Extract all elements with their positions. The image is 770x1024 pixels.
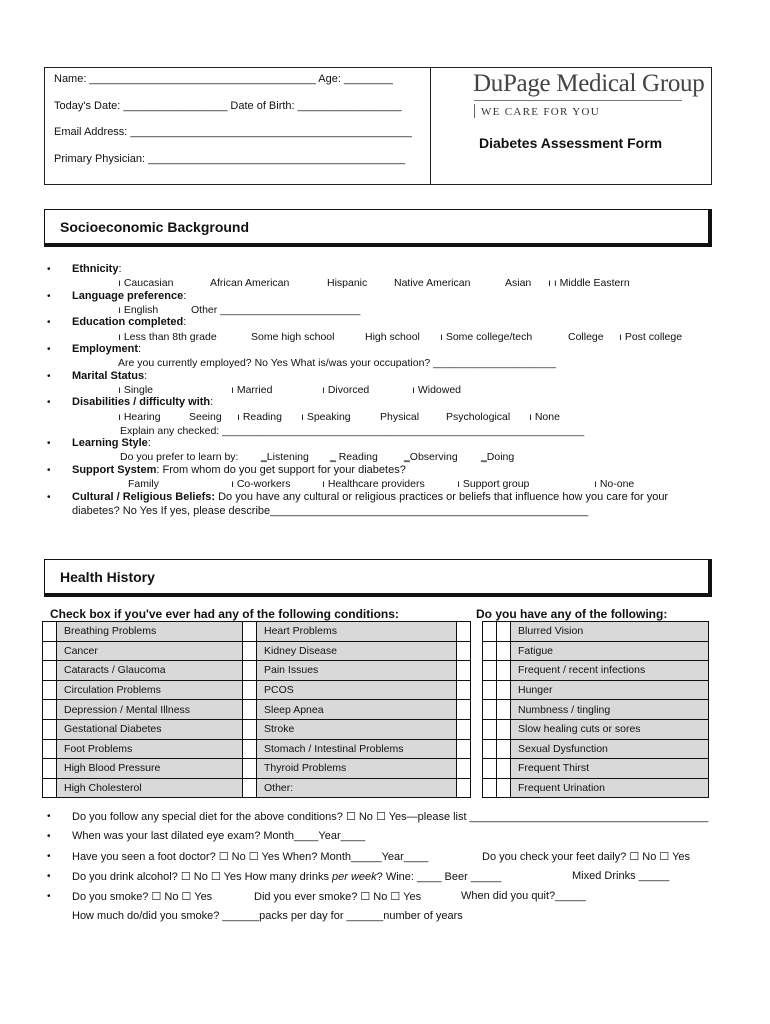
- tagline: WE CARE FOR YOU: [481, 106, 601, 118]
- table-row: [43, 759, 709, 779]
- employment-label: Employment:: [72, 343, 142, 355]
- explain-field[interactable]: Explain any checked: ______________________________________________________________: [120, 425, 585, 437]
- condition-checkbox[interactable]: [43, 680, 57, 700]
- health-history-table: [42, 621, 709, 798]
- feet-check-question[interactable]: Do you check your feet daily? ☐ No ☐ Yes: [482, 851, 691, 863]
- bullet: •: [47, 438, 51, 449]
- language-option[interactable]: ı English: [118, 304, 159, 316]
- employment-question[interactable]: Are you currently employed? No Yes What is/was your occupation? _____________________: [118, 357, 556, 369]
- support-option[interactable]: Family: [128, 478, 159, 490]
- condition-checkbox[interactable]: [243, 622, 257, 642]
- condition-checkbox[interactable]: [483, 661, 497, 681]
- condition-checkbox[interactable]: [457, 700, 471, 720]
- condition-checkbox[interactable]: [243, 641, 257, 661]
- bullet: •: [47, 871, 51, 882]
- disability-option[interactable]: ı Reading: [237, 411, 282, 423]
- condition-checkbox[interactable]: [457, 661, 471, 681]
- condition-label: Sexual Dysfunction: [511, 739, 709, 759]
- condition-checkbox[interactable]: [483, 680, 497, 700]
- condition-label: Frequent Thirst: [511, 759, 709, 779]
- condition-checkbox[interactable]: [43, 661, 57, 681]
- bullet: •: [47, 492, 51, 503]
- ethnicity-option[interactable]: Hispanic: [327, 277, 368, 289]
- marital-option[interactable]: ı Single: [118, 384, 154, 396]
- disability-option[interactable]: ı None: [529, 411, 560, 423]
- ethnicity-option[interactable]: ı Caucasian: [118, 277, 174, 289]
- ethnicity-label: Ethnicity:: [72, 263, 122, 275]
- condition-checkbox[interactable]: [457, 622, 471, 642]
- condition-checkbox[interactable]: [243, 661, 257, 681]
- email-field[interactable]: Email Address: ______________________________________________: [54, 126, 412, 138]
- section-socioeconomic: [44, 209, 712, 247]
- condition-label: Gestational Diabetes: [57, 719, 243, 739]
- disability-option[interactable]: Psychological: [446, 411, 511, 423]
- condition-checkbox[interactable]: [483, 719, 497, 739]
- header-divider: [430, 67, 431, 184]
- cultural-line: Cultural / Religious Beliefs: Do you have any cultural or religious practices or beliefs that influence how you care for your: [72, 491, 669, 503]
- bullet: •: [47, 317, 51, 328]
- condition-label: Cataracts / Glaucoma: [57, 661, 243, 681]
- bullet: •: [47, 397, 51, 408]
- condition-checkbox[interactable]: [483, 739, 497, 759]
- learning-option[interactable]: ‗Observing: [404, 451, 458, 463]
- condition-checkbox[interactable]: [43, 622, 57, 642]
- learning-option[interactable]: ‗Listening: [261, 451, 309, 463]
- condition-checkbox[interactable]: [457, 759, 471, 779]
- table-gap: [471, 661, 483, 681]
- bullet: •: [47, 465, 51, 476]
- condition-checkbox[interactable]: [457, 719, 471, 739]
- table-row: [43, 622, 709, 642]
- disability-option[interactable]: ı Hearing: [118, 411, 161, 423]
- learning-prompt: Do you prefer to learn by:: [120, 451, 239, 463]
- condition-label: High Cholesterol: [57, 778, 243, 798]
- bullet: •: [47, 371, 51, 382]
- disability-option[interactable]: Physical: [380, 411, 420, 423]
- smoke-question[interactable]: Do you smoke? ☐ No ☐ Yes: [72, 891, 213, 903]
- condition-checkbox[interactable]: [43, 641, 57, 661]
- condition-label: Other:: [257, 778, 457, 798]
- bullet: •: [47, 811, 51, 822]
- condition-label: Breathing Problems: [57, 622, 243, 642]
- condition-label: Hunger: [511, 680, 709, 700]
- condition-checkbox[interactable]: [497, 719, 511, 739]
- table-row: [43, 641, 709, 661]
- condition-checkbox[interactable]: [457, 680, 471, 700]
- condition-label: PCOS: [257, 680, 457, 700]
- education-option[interactable]: College: [568, 331, 604, 343]
- conditions-header: Check box if you've ever had any of the following conditions:: [50, 607, 399, 621]
- condition-checkbox[interactable]: [43, 739, 57, 759]
- condition-checkbox[interactable]: [457, 778, 471, 798]
- condition-checkbox[interactable]: [243, 700, 257, 720]
- marital-option[interactable]: ı Widowed: [412, 384, 462, 396]
- support-option[interactable]: ı Healthcare providers: [322, 478, 425, 490]
- disabilities-label: Disabilities / difficulty with:: [72, 396, 214, 408]
- condition-label: Frequent / recent infections: [511, 661, 709, 681]
- condition-checkbox[interactable]: [243, 719, 257, 739]
- bullet: •: [47, 264, 51, 275]
- table-gap: [471, 680, 483, 700]
- eye-exam-question[interactable]: When was your last dilated eye exam? Month____Year____: [72, 830, 366, 842]
- condition-checkbox[interactable]: [243, 759, 257, 779]
- condition-checkbox[interactable]: [483, 622, 497, 642]
- condition-checkbox[interactable]: [243, 739, 257, 759]
- logo: DuPage Medical Group: [473, 70, 705, 97]
- bullet: •: [47, 291, 51, 302]
- table-gap: [471, 778, 483, 798]
- physician-field[interactable]: Primary Physician: __________________________________________: [54, 153, 406, 165]
- table-row: [43, 700, 709, 720]
- ever-smoke-question[interactable]: Did you ever smoke? ☐ No ☐ Yes: [254, 891, 422, 903]
- condition-label: Stomach / Intestinal Problems: [257, 739, 457, 759]
- condition-checkbox[interactable]: [43, 759, 57, 779]
- condition-label: Fatigue: [511, 641, 709, 661]
- smoke-amount-field[interactable]: How much do/did you smoke? ______packs per day for ______number of years: [72, 910, 463, 922]
- logo-rule: [474, 100, 682, 101]
- condition-label: Sleep Apnea: [257, 700, 457, 720]
- condition-checkbox[interactable]: [497, 759, 511, 779]
- condition-label: Cancer: [57, 641, 243, 661]
- condition-label: Slow healing cuts or sores: [511, 719, 709, 739]
- name-age-field[interactable]: Name: _____________________________________ Age: ________: [54, 73, 393, 85]
- condition-label: Depression / Mental Illness: [57, 700, 243, 720]
- condition-checkbox[interactable]: [457, 739, 471, 759]
- table-row: [43, 661, 709, 681]
- learning-option[interactable]: ‗Doing: [481, 451, 515, 463]
- ethnicity-option[interactable]: Asian: [505, 277, 532, 289]
- condition-label: Foot Problems: [57, 739, 243, 759]
- condition-label: Frequent Urination: [511, 778, 709, 798]
- cultural-describe-field[interactable]: diabetes? No Yes If yes, please describe____________________________________________________: [72, 505, 589, 517]
- marital-option[interactable]: ı Married: [231, 384, 273, 396]
- education-option[interactable]: ı Less than 8th grade: [118, 331, 217, 343]
- support-option[interactable]: ı Co-workers: [231, 478, 291, 490]
- condition-label: High Blood Pressure: [57, 759, 243, 779]
- education-option[interactable]: High school: [365, 331, 420, 343]
- section-title: Socioeconomic Background: [60, 219, 250, 235]
- support-line: Support System: From whom do you get support for your diabetes?: [72, 464, 406, 476]
- condition-checkbox[interactable]: [497, 778, 511, 798]
- support-option[interactable]: ı Support group: [457, 478, 530, 490]
- table-gap: [471, 622, 483, 642]
- condition-checkbox[interactable]: [497, 739, 511, 759]
- symptoms-header: Do you have any of the following:: [476, 607, 668, 621]
- table-row: [43, 739, 709, 759]
- section-title: Health History: [60, 569, 155, 585]
- condition-checkbox[interactable]: [497, 700, 511, 720]
- condition-checkbox[interactable]: [43, 719, 57, 739]
- learning-option[interactable]: ‗ Reading: [330, 451, 378, 463]
- condition-checkbox[interactable]: [483, 778, 497, 798]
- learning-label: Learning Style:: [72, 437, 151, 449]
- tagline-bar: [474, 104, 475, 118]
- condition-checkbox[interactable]: [483, 641, 497, 661]
- marital-label: Marital Status:: [72, 370, 148, 382]
- condition-checkbox[interactable]: [497, 641, 511, 661]
- condition-checkbox[interactable]: [483, 759, 497, 779]
- condition-label: Circulation Problems: [57, 680, 243, 700]
- condition-checkbox[interactable]: [497, 661, 511, 681]
- disability-option[interactable]: Seeing: [189, 411, 222, 423]
- bullet: •: [47, 344, 51, 355]
- date-dob-field[interactable]: Today's Date: _________________ Date of Birth: _________________: [54, 100, 402, 112]
- bullet: •: [47, 851, 51, 862]
- support-option[interactable]: ı No-one: [594, 478, 635, 490]
- ethnicity-option[interactable]: Native American: [394, 277, 471, 289]
- condition-label: Numbness / tingling: [511, 700, 709, 720]
- disability-option[interactable]: ı Speaking: [301, 411, 351, 423]
- table-gap: [471, 700, 483, 720]
- ethnicity-option[interactable]: African American: [210, 277, 290, 289]
- table-gap: [471, 641, 483, 661]
- condition-label: Thyroid Problems: [257, 759, 457, 779]
- table-gap: [471, 759, 483, 779]
- foot-doctor-question[interactable]: Have you seen a foot doctor? ☐ No ☐ Yes When? Month_____Year____: [72, 851, 429, 863]
- table-row: [43, 719, 709, 739]
- condition-checkbox[interactable]: [497, 622, 511, 642]
- condition-checkbox[interactable]: [43, 700, 57, 720]
- table-gap: [471, 719, 483, 739]
- language-other[interactable]: Other ________________________: [191, 304, 361, 316]
- education-label: Education completed:: [72, 316, 187, 328]
- condition-checkbox[interactable]: [457, 641, 471, 661]
- bullet: •: [47, 891, 51, 902]
- condition-label: Stroke: [257, 719, 457, 739]
- condition-label: Blurred Vision: [511, 622, 709, 642]
- education-option[interactable]: ı Post college: [619, 331, 683, 343]
- quit-field[interactable]: When did you quit?_____: [461, 890, 586, 902]
- form-title: Diabetes Assessment Form: [479, 135, 663, 151]
- condition-checkbox[interactable]: [483, 700, 497, 720]
- condition-label: Heart Problems: [257, 622, 457, 642]
- education-option[interactable]: ı Some college/tech: [440, 331, 533, 343]
- condition-checkbox[interactable]: [43, 778, 57, 798]
- table-row: [43, 680, 709, 700]
- ethnicity-option[interactable]: ı ı Middle Eastern: [548, 277, 630, 289]
- condition-label: Kidney Disease: [257, 641, 457, 661]
- section-health-history: [44, 559, 712, 597]
- language-label: Language preference:: [72, 290, 187, 302]
- condition-checkbox[interactable]: [497, 680, 511, 700]
- education-option[interactable]: Some high school: [251, 331, 335, 343]
- condition-checkbox[interactable]: [243, 778, 257, 798]
- table-row: [43, 778, 709, 798]
- mixed-drinks-field[interactable]: Mixed Drinks _____: [572, 870, 670, 882]
- bullet: •: [47, 831, 51, 842]
- table-gap: [471, 739, 483, 759]
- diet-question[interactable]: Do you follow any special diet for the above conditions? ☐ No ☐ Yes—please list _______________________________________: [72, 811, 709, 823]
- marital-option[interactable]: ı Divorced: [322, 384, 370, 396]
- condition-label: Pain Issues: [257, 661, 457, 681]
- alcohol-question[interactable]: Do you drink alcohol? ☐ No ☐ Yes How many drinks per week? Wine: ____ Beer _____: [72, 871, 502, 883]
- condition-checkbox[interactable]: [243, 680, 257, 700]
